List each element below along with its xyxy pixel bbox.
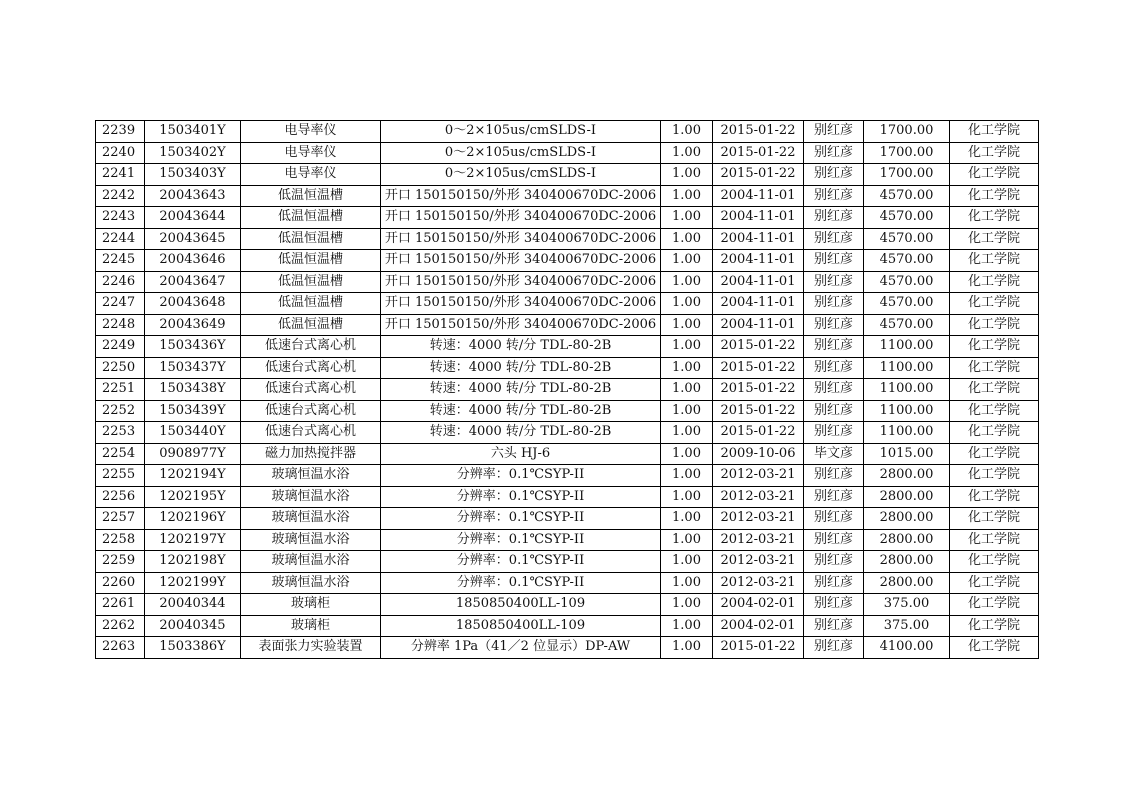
price-cell: 4570.00 <box>864 228 950 250</box>
acquired-date-cell: 2012-03-21 <box>713 551 804 573</box>
department-cell: 化工学院 <box>950 443 1039 465</box>
custodian-cell: 别红彦 <box>804 228 864 250</box>
equipment-name-cell: 玻璃恒温水浴 <box>241 486 381 508</box>
asset-code-cell: 1503437Y <box>145 357 241 379</box>
table-row <box>96 228 1039 250</box>
custodian-cell: 别红彦 <box>804 336 864 358</box>
acquired-date-cell: 2004-11-01 <box>713 293 804 315</box>
equipment-name-cell: 低温恒温槽 <box>241 207 381 229</box>
custodian-cell: 别红彦 <box>804 314 864 336</box>
acquired-date-cell: 2015-01-22 <box>713 357 804 379</box>
department-cell: 化工学院 <box>950 637 1039 659</box>
quantity-cell: 1.00 <box>661 207 713 229</box>
spec-model-cell: 开口 150150150/外形 340400670DC-2006 <box>381 250 661 272</box>
seq-cell: 2250 <box>96 357 145 379</box>
spec-model-cell: 开口 150150150/外形 340400670DC-2006 <box>381 207 661 229</box>
department-cell: 化工学院 <box>950 465 1039 487</box>
equipment-name-cell: 低温恒温槽 <box>241 314 381 336</box>
table-row <box>96 529 1039 551</box>
spec-model-cell: 开口 150150150/外形 340400670DC-2006 <box>381 185 661 207</box>
department-cell: 化工学院 <box>950 121 1039 143</box>
department-cell: 化工学院 <box>950 293 1039 315</box>
acquired-date-cell: 2004-11-01 <box>713 250 804 272</box>
seq-cell: 2257 <box>96 508 145 530</box>
seq-cell: 2260 <box>96 572 145 594</box>
equipment-name-cell: 低温恒温槽 <box>241 228 381 250</box>
quantity-cell: 1.00 <box>661 400 713 422</box>
table-row <box>96 422 1039 444</box>
acquired-date-cell: 2015-01-22 <box>713 142 804 164</box>
custodian-cell: 别红彦 <box>804 594 864 616</box>
spec-model-cell: 转速：4000 转/分 TDL-80-2B <box>381 422 661 444</box>
quantity-cell: 1.00 <box>661 293 713 315</box>
price-cell: 2800.00 <box>864 529 950 551</box>
price-cell: 1700.00 <box>864 121 950 143</box>
asset-code-cell: 1503439Y <box>145 400 241 422</box>
spec-model-cell: 分辨率：0.1℃SYP-II <box>381 508 661 530</box>
acquired-date-cell: 2012-03-21 <box>713 465 804 487</box>
price-cell: 375.00 <box>864 594 950 616</box>
spec-model-cell: 0～2×105us/cmSLDS-Ⅰ <box>381 121 661 143</box>
department-cell: 化工学院 <box>950 379 1039 401</box>
price-cell: 1100.00 <box>864 336 950 358</box>
asset-code-cell: 1202199Y <box>145 572 241 594</box>
spec-model-cell: 转速：4000 转/分 TDL-80-2B <box>381 336 661 358</box>
seq-cell: 2253 <box>96 422 145 444</box>
asset-code-cell: 20043645 <box>145 228 241 250</box>
quantity-cell: 1.00 <box>661 615 713 637</box>
asset-code-cell: 1503386Y <box>145 637 241 659</box>
equipment-name-cell: 电导率仪 <box>241 121 381 143</box>
seq-cell: 2247 <box>96 293 145 315</box>
asset-code-cell: 20040344 <box>145 594 241 616</box>
spec-model-cell: 转速：4000 转/分 TDL-80-2B <box>381 400 661 422</box>
department-cell: 化工学院 <box>950 529 1039 551</box>
quantity-cell: 1.00 <box>661 121 713 143</box>
price-cell: 4570.00 <box>864 207 950 229</box>
price-cell: 4100.00 <box>864 637 950 659</box>
equipment-name-cell: 低速台式离心机 <box>241 379 381 401</box>
custodian-cell: 别红彦 <box>804 250 864 272</box>
table-row <box>96 379 1039 401</box>
quantity-cell: 1.00 <box>661 594 713 616</box>
quantity-cell: 1.00 <box>661 185 713 207</box>
asset-code-cell: 1503436Y <box>145 336 241 358</box>
acquired-date-cell: 2004-11-01 <box>713 314 804 336</box>
custodian-cell: 别红彦 <box>804 142 864 164</box>
quantity-cell: 1.00 <box>661 250 713 272</box>
asset-code-cell: 1202197Y <box>145 529 241 551</box>
table-row <box>96 357 1039 379</box>
asset-code-cell: 0908977Y <box>145 443 241 465</box>
equipment-name-cell: 电导率仪 <box>241 164 381 186</box>
price-cell: 1100.00 <box>864 422 950 444</box>
equipment-table <box>95 120 1039 659</box>
asset-code-cell: 20043648 <box>145 293 241 315</box>
table-row <box>96 207 1039 229</box>
table-row <box>96 293 1039 315</box>
equipment-name-cell: 表面张力实验装置 <box>241 637 381 659</box>
price-cell: 2800.00 <box>864 486 950 508</box>
spec-model-cell: 开口 150150150/外形 340400670DC-2006 <box>381 293 661 315</box>
asset-code-cell: 20043644 <box>145 207 241 229</box>
spec-model-cell: 分辨率：0.1℃SYP-II <box>381 551 661 573</box>
department-cell: 化工学院 <box>950 486 1039 508</box>
acquired-date-cell: 2012-03-21 <box>713 508 804 530</box>
custodian-cell: 别红彦 <box>804 357 864 379</box>
department-cell: 化工学院 <box>950 271 1039 293</box>
table-row <box>96 185 1039 207</box>
asset-code-cell: 1202194Y <box>145 465 241 487</box>
quantity-cell: 1.00 <box>661 357 713 379</box>
acquired-date-cell: 2012-03-21 <box>713 572 804 594</box>
custodian-cell: 别红彦 <box>804 508 864 530</box>
quantity-cell: 1.00 <box>661 508 713 530</box>
acquired-date-cell: 2015-01-22 <box>713 164 804 186</box>
equipment-name-cell: 低温恒温槽 <box>241 293 381 315</box>
seq-cell: 2249 <box>96 336 145 358</box>
spec-model-cell: 0～2×105us/cmSLDS-Ⅰ <box>381 164 661 186</box>
custodian-cell: 别红彦 <box>804 637 864 659</box>
price-cell: 4570.00 <box>864 250 950 272</box>
quantity-cell: 1.00 <box>661 336 713 358</box>
equipment-name-cell: 低速台式离心机 <box>241 336 381 358</box>
seq-cell: 2254 <box>96 443 145 465</box>
equipment-name-cell: 低速台式离心机 <box>241 357 381 379</box>
asset-code-cell: 20043649 <box>145 314 241 336</box>
price-cell: 4570.00 <box>864 271 950 293</box>
equipment-name-cell: 低温恒温槽 <box>241 271 381 293</box>
table-row <box>96 271 1039 293</box>
spec-model-cell: 转速：4000 转/分 TDL-80-2B <box>381 357 661 379</box>
spec-model-cell: 开口 150150150/外形 340400670DC-2006 <box>381 314 661 336</box>
department-cell: 化工学院 <box>950 615 1039 637</box>
department-cell: 化工学院 <box>950 594 1039 616</box>
price-cell: 4570.00 <box>864 293 950 315</box>
equipment-name-cell: 低速台式离心机 <box>241 422 381 444</box>
quantity-cell: 1.00 <box>661 271 713 293</box>
custodian-cell: 别红彦 <box>804 164 864 186</box>
seq-cell: 2241 <box>96 164 145 186</box>
table-row <box>96 142 1039 164</box>
equipment-name-cell: 玻璃恒温水浴 <box>241 529 381 551</box>
asset-code-cell: 1503401Y <box>145 121 241 143</box>
department-cell: 化工学院 <box>950 551 1039 573</box>
custodian-cell: 别红彦 <box>804 465 864 487</box>
table-row <box>96 336 1039 358</box>
price-cell: 2800.00 <box>864 572 950 594</box>
department-cell: 化工学院 <box>950 185 1039 207</box>
acquired-date-cell: 2004-11-01 <box>713 228 804 250</box>
seq-cell: 2251 <box>96 379 145 401</box>
seq-cell: 2255 <box>96 465 145 487</box>
price-cell: 4570.00 <box>864 314 950 336</box>
price-cell: 1100.00 <box>864 379 950 401</box>
table-row <box>96 250 1039 272</box>
seq-cell: 2246 <box>96 271 145 293</box>
price-cell: 1700.00 <box>864 164 950 186</box>
department-cell: 化工学院 <box>950 508 1039 530</box>
quantity-cell: 1.00 <box>661 486 713 508</box>
table-row <box>96 486 1039 508</box>
asset-code-cell: 20043643 <box>145 185 241 207</box>
equipment-name-cell: 电导率仪 <box>241 142 381 164</box>
department-cell: 化工学院 <box>950 314 1039 336</box>
acquired-date-cell: 2015-01-22 <box>713 422 804 444</box>
asset-code-cell: 20043647 <box>145 271 241 293</box>
quantity-cell: 1.00 <box>661 443 713 465</box>
department-cell: 化工学院 <box>950 572 1039 594</box>
acquired-date-cell: 2004-11-01 <box>713 185 804 207</box>
spec-model-cell: 0～2×105us/cmSLDS-Ⅰ <box>381 142 661 164</box>
seq-cell: 2239 <box>96 121 145 143</box>
department-cell: 化工学院 <box>950 207 1039 229</box>
quantity-cell: 1.00 <box>661 637 713 659</box>
department-cell: 化工学院 <box>950 250 1039 272</box>
acquired-date-cell: 2015-01-22 <box>713 637 804 659</box>
table-row <box>96 443 1039 465</box>
table-row <box>96 508 1039 530</box>
table-row <box>96 572 1039 594</box>
custodian-cell: 别红彦 <box>804 121 864 143</box>
acquired-date-cell: 2015-01-22 <box>713 336 804 358</box>
custodian-cell: 毕文彦 <box>804 443 864 465</box>
custodian-cell: 别红彦 <box>804 185 864 207</box>
acquired-date-cell: 2015-01-22 <box>713 379 804 401</box>
quantity-cell: 1.00 <box>661 228 713 250</box>
price-cell: 1015.00 <box>864 443 950 465</box>
seq-cell: 2262 <box>96 615 145 637</box>
seq-cell: 2256 <box>96 486 145 508</box>
price-cell: 4570.00 <box>864 185 950 207</box>
custodian-cell: 别红彦 <box>804 271 864 293</box>
department-cell: 化工学院 <box>950 422 1039 444</box>
asset-code-cell: 1503403Y <box>145 164 241 186</box>
department-cell: 化工学院 <box>950 228 1039 250</box>
spec-model-cell: 开口 150150150/外形 340400670DC-2006 <box>381 228 661 250</box>
acquired-date-cell: 2012-03-21 <box>713 529 804 551</box>
acquired-date-cell: 2004-11-01 <box>713 271 804 293</box>
spec-model-cell: 分辨率 1Pa（41／2 位显示）DP-AW <box>381 637 661 659</box>
seq-cell: 2258 <box>96 529 145 551</box>
spec-model-cell: 分辨率：0.1℃SYP-II <box>381 572 661 594</box>
department-cell: 化工学院 <box>950 164 1039 186</box>
department-cell: 化工学院 <box>950 357 1039 379</box>
quantity-cell: 1.00 <box>661 379 713 401</box>
equipment-name-cell: 玻璃恒温水浴 <box>241 508 381 530</box>
custodian-cell: 别红彦 <box>804 615 864 637</box>
price-cell: 375.00 <box>864 615 950 637</box>
price-cell: 2800.00 <box>864 551 950 573</box>
price-cell: 2800.00 <box>864 465 950 487</box>
custodian-cell: 别红彦 <box>804 529 864 551</box>
custodian-cell: 别红彦 <box>804 207 864 229</box>
spec-model-cell: 分辨率：0.1℃SYP-II <box>381 529 661 551</box>
spec-model-cell: 1850850400LL-109 <box>381 594 661 616</box>
equipment-name-cell: 低温恒温槽 <box>241 185 381 207</box>
quantity-cell: 1.00 <box>661 572 713 594</box>
acquired-date-cell: 2009-10-06 <box>713 443 804 465</box>
table-row <box>96 121 1039 143</box>
custodian-cell: 别红彦 <box>804 293 864 315</box>
seq-cell: 2244 <box>96 228 145 250</box>
quantity-cell: 1.00 <box>661 551 713 573</box>
table-row <box>96 465 1039 487</box>
asset-code-cell: 1202198Y <box>145 551 241 573</box>
equipment-name-cell: 低温恒温槽 <box>241 250 381 272</box>
equipment-name-cell: 低速台式离心机 <box>241 400 381 422</box>
seq-cell: 2240 <box>96 142 145 164</box>
custodian-cell: 别红彦 <box>804 551 864 573</box>
department-cell: 化工学院 <box>950 142 1039 164</box>
equipment-name-cell: 玻璃柜 <box>241 594 381 616</box>
custodian-cell: 别红彦 <box>804 379 864 401</box>
custodian-cell: 别红彦 <box>804 572 864 594</box>
seq-cell: 2263 <box>96 637 145 659</box>
quantity-cell: 1.00 <box>661 314 713 336</box>
asset-code-cell: 20040345 <box>145 615 241 637</box>
spec-model-cell: 分辨率：0.1℃SYP-II <box>381 486 661 508</box>
asset-code-cell: 1503402Y <box>145 142 241 164</box>
spec-model-cell: 1850850400LL-109 <box>381 615 661 637</box>
acquired-date-cell: 2004-11-01 <box>713 207 804 229</box>
seq-cell: 2242 <box>96 185 145 207</box>
seq-cell: 2252 <box>96 400 145 422</box>
table-row <box>96 314 1039 336</box>
table-body <box>96 121 1039 659</box>
spec-model-cell: 六头 HJ-6 <box>381 443 661 465</box>
quantity-cell: 1.00 <box>661 142 713 164</box>
custodian-cell: 别红彦 <box>804 400 864 422</box>
table-row <box>96 164 1039 186</box>
quantity-cell: 1.00 <box>661 422 713 444</box>
spec-model-cell: 开口 150150150/外形 340400670DC-2006 <box>381 271 661 293</box>
asset-code-cell: 20043646 <box>145 250 241 272</box>
table-row <box>96 551 1039 573</box>
asset-code-cell: 1503440Y <box>145 422 241 444</box>
table-row <box>96 615 1039 637</box>
price-cell: 1100.00 <box>864 400 950 422</box>
asset-code-cell: 1202196Y <box>145 508 241 530</box>
equipment-name-cell: 玻璃恒温水浴 <box>241 572 381 594</box>
equipment-name-cell: 玻璃恒温水浴 <box>241 465 381 487</box>
custodian-cell: 别红彦 <box>804 422 864 444</box>
price-cell: 2800.00 <box>864 508 950 530</box>
quantity-cell: 1.00 <box>661 465 713 487</box>
table-row <box>96 637 1039 659</box>
equipment-name-cell: 玻璃恒温水浴 <box>241 551 381 573</box>
department-cell: 化工学院 <box>950 336 1039 358</box>
acquired-date-cell: 2004-02-01 <box>713 615 804 637</box>
asset-code-cell: 1503438Y <box>145 379 241 401</box>
spec-model-cell: 转速：4000 转/分 TDL-80-2B <box>381 379 661 401</box>
table-row <box>96 400 1039 422</box>
acquired-date-cell: 2012-03-21 <box>713 486 804 508</box>
seq-cell: 2248 <box>96 314 145 336</box>
department-cell: 化工学院 <box>950 400 1039 422</box>
spec-model-cell: 分辨率：0.1℃SYP-II <box>381 465 661 487</box>
acquired-date-cell: 2004-02-01 <box>713 594 804 616</box>
acquired-date-cell: 2015-01-22 <box>713 121 804 143</box>
asset-code-cell: 1202195Y <box>145 486 241 508</box>
quantity-cell: 1.00 <box>661 529 713 551</box>
table-row <box>96 594 1039 616</box>
acquired-date-cell: 2015-01-22 <box>713 400 804 422</box>
seq-cell: 2259 <box>96 551 145 573</box>
price-cell: 1100.00 <box>864 357 950 379</box>
equipment-name-cell: 磁力加热搅拌器 <box>241 443 381 465</box>
quantity-cell: 1.00 <box>661 164 713 186</box>
seq-cell: 2261 <box>96 594 145 616</box>
equipment-name-cell: 玻璃柜 <box>241 615 381 637</box>
price-cell: 1700.00 <box>864 142 950 164</box>
custodian-cell: 别红彦 <box>804 486 864 508</box>
seq-cell: 2245 <box>96 250 145 272</box>
seq-cell: 2243 <box>96 207 145 229</box>
